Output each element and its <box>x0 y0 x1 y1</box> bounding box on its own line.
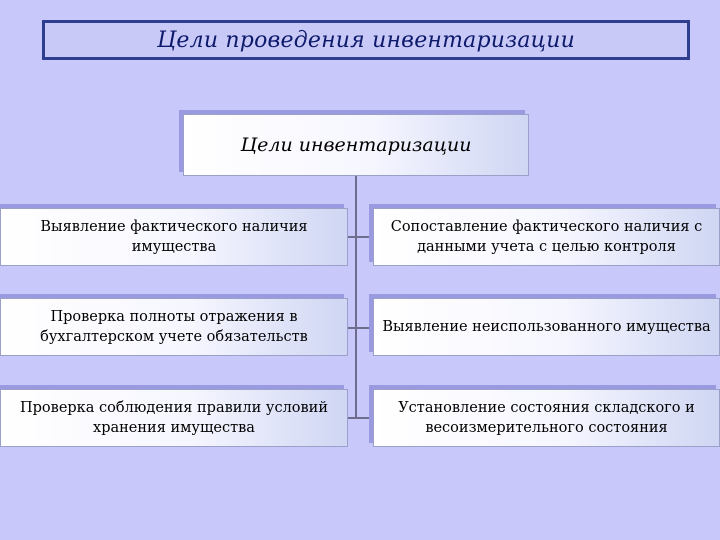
root-node-label: Цели инвентаризации <box>240 134 472 156</box>
root-node <box>183 114 529 176</box>
right-node-1 <box>373 208 720 266</box>
right-node-1-label: Сопоставление фактического наличия с данными учета с целью контроля <box>390 219 703 255</box>
left-node-2-label: Проверка полноты отражения в бухгалтерском учете обязательств <box>40 309 308 345</box>
left-node-3-label: Проверка соблюдения правили условий хранения имущества <box>20 400 328 436</box>
left-node-3 <box>0 389 348 447</box>
right-node-3 <box>373 389 720 447</box>
right-node-2 <box>373 298 720 356</box>
left-node-1 <box>0 208 348 266</box>
page-title: Цели проведения инвентаризации <box>157 27 575 53</box>
left-node-1-label: Выявление фактического наличия имущества <box>40 219 308 255</box>
left-node-2 <box>0 298 348 356</box>
right-node-2-label: Выявление неиспользованного имущества <box>382 319 711 335</box>
right-node-3-label: Установление состояния складского и весоизмерительного состояния <box>398 400 695 436</box>
